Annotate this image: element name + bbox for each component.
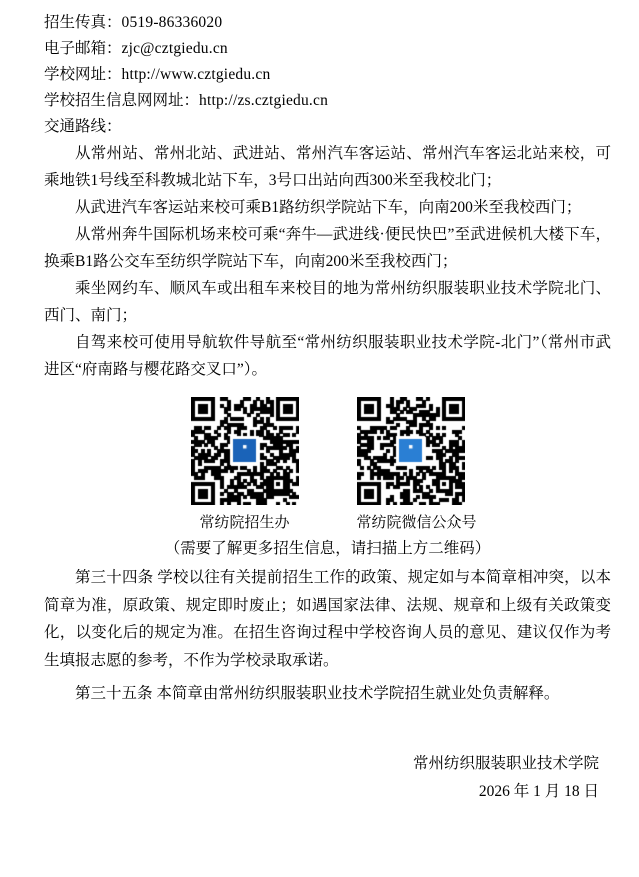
qr-code-wechat [357,397,465,505]
route-paragraph-2: 从武进汽车客运站来校可乘B1路纺织学院站下车，向南200米至我校西门； [75,199,582,216]
qr-image-admissions [191,397,299,505]
qr-item-admissions [191,397,299,505]
route-paragraph-1: 从常州站、常州北站、武进站、常州汽车客运站、常州汽车客运北站来校，可乘地铁1号线至科教城北站下车，3号口出站向西300米至我校北门； [44,145,611,189]
qr-caption-wechat: 常纺院微信公众号 [356,515,477,531]
website-line [44,62,611,88]
qr-code-row [44,397,611,505]
qr-note: （需要了解更多招生信息，请扫描上方二维码） [164,540,491,557]
website-value: http://www.cztgiedu.cn [121,66,271,83]
email-value: zjc@cztgiedu.cn [121,40,228,57]
fax-line [44,10,611,36]
qr-image-wechat [357,397,465,505]
qr-caption-admissions: 常纺院招生办 [199,515,290,531]
qr-caption-row [44,511,611,532]
admission-website-line [44,88,611,114]
article-35: 第三十五条 本简章由常州纺织服装职业技术学院招生就业处负责解释。 [75,685,560,702]
signature-date: 2026 年 1 月 18 日 [478,782,599,800]
traffic-label: 交通路线： [44,118,122,135]
website-label: 学校网址： [44,66,122,83]
fax-value: 0519-86336020 [121,14,223,31]
admission-website-label: 学校招生信息网网址： [44,92,200,109]
signature-block [44,750,611,806]
signature-org: 常州纺织服装职业技术学院 [412,754,599,772]
email-label: 电子邮箱： [44,40,122,57]
article-34: 第三十四条 学校以往有关提前招生工作的政策、规定如与本简章相冲突，以本简章为准，原政策、规定即时废止；如遇国家法律、法规、规章和上级有关政策变化，以变化后的规定为准。在招生咨询过程中学校咨询人员的意见、建议仅作为考生填报志愿的参考，不作为学校录取承诺。 [44,569,611,669]
route-paragraph-5: 自驾来校可使用导航软件导航至“常州纺织服装职业技术学院-北门”（常州市武进区“府南路与樱花路交叉口”）。 [44,334,611,378]
email-line [44,36,611,62]
qr-item-wechat [357,397,465,505]
route-paragraph-3: 从常州奔牛国际机场来校可乘“奔牛—武进线·便民快巴”至武进候机大楼下车，换乘B1路公交车至纺织学院站下车，向南200米至我校西门； [44,226,611,270]
fax-label: 招生传真： [44,14,122,31]
qr-code-admissions [191,397,299,505]
route-paragraph-4: 乘坐网约车、顺风车或出租车来校目的地为常州纺织服装职业技术学院北门、西门、南门； [44,280,611,324]
admission-website-value: http://zs.cztgiedu.cn [199,92,329,109]
contact-block [44,10,611,140]
